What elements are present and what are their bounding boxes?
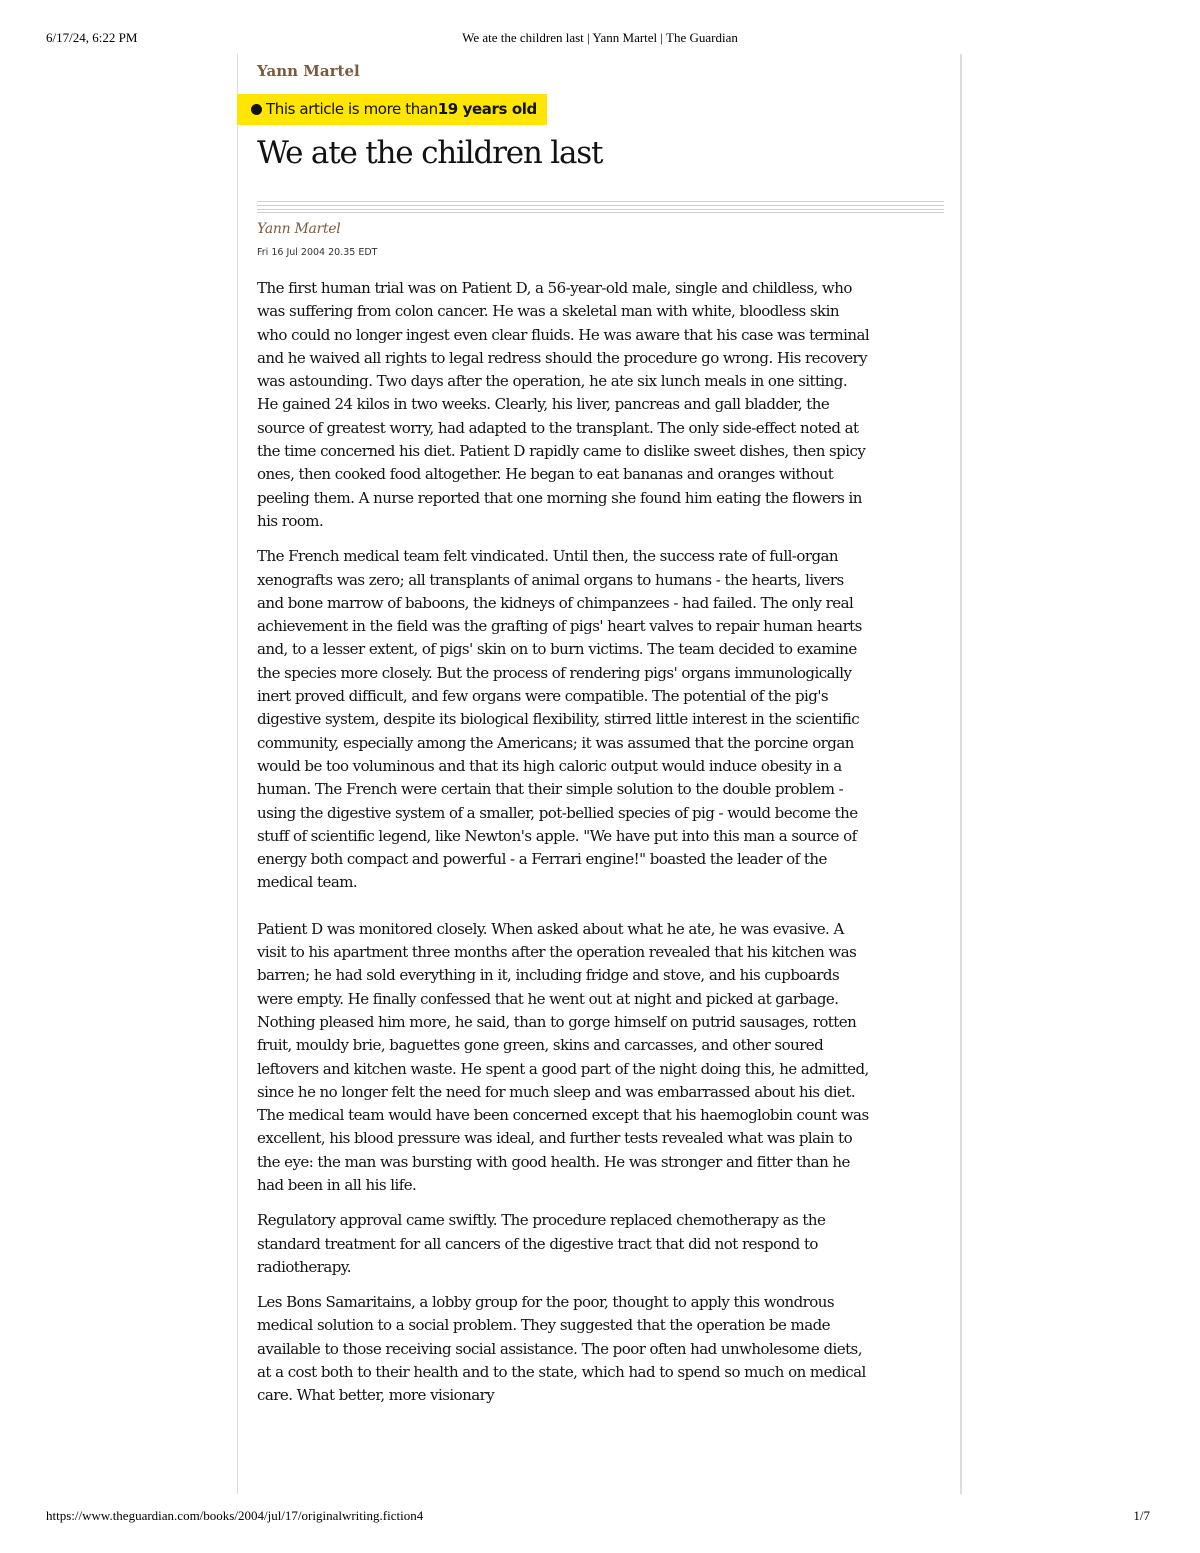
headline-divider xyxy=(257,201,944,213)
print-page-number: 1/7 xyxy=(1133,1508,1150,1523)
print-header xyxy=(46,30,1154,48)
article-age-warning-badge xyxy=(237,94,547,125)
body-paragraph: Patient D was monitored closely. When asked about what he ate, he was evasive. A visit to his apartment three months after the operation revealed that his kitchen was barren; he had sold everything in it, including fridge and stove, and his cupboards were empty. He finally confessed that he went out at night and picked at garbage. Nothing pleased him more, he said, than to gorge himself on putrid sausages, rotten fruit, mouldy brie, baguettes gone green, skins and carcasses, and other soured leftovers and kitchen waste. He spent a good part of the night doing this, he admitted, since he no longer felt the need for much sleep and was embarrassed about his diet. The medical team would have been concerned except that his haemoglobin count was excellent, his blood pressure was ideal, and further tests revealed what was plain to the eye: the man was bursting with good health. He was stronger and fitter than he had been in all his life. xyxy=(257,919,869,1194)
print-url: https://www.theguardian.com/books/2004/jul/17/originalwriting.fiction4 xyxy=(46,1508,424,1523)
author-kicker-link[interactable]: Yann Martel xyxy=(257,62,360,80)
body-paragraph: Les Bons Samaritains, a lobby group for the poor, thought to apply this wondrous medical solution to a social problem. They suggested that the operation be made available to those receiving social assistance. The poor often had unwholesome diets, at a cost both to their health and to the state, which had to spend so much on medical care. What better, more visionary xyxy=(257,1293,866,1405)
article-body xyxy=(257,277,872,1408)
print-datetime: 6/17/24, 6:22 PM xyxy=(46,30,138,45)
age-badge-emphasis: 19 years old xyxy=(437,100,537,118)
byline-author-link[interactable]: Yann Martel xyxy=(257,221,341,237)
clock-dot-icon xyxy=(251,104,262,115)
article xyxy=(257,60,947,1420)
column-divider-left xyxy=(237,54,238,1494)
body-paragraph: Regulatory approval came swiftly. The procedure replaced chemotherapy as the standard treatment for all cancers of the digestive tract that did not respond to radiotherapy. xyxy=(257,1211,826,1276)
age-badge-prefix: This article is more than xyxy=(266,100,438,118)
print-footer xyxy=(46,1508,1154,1526)
body-paragraph: The French medical team felt vindicated. Until then, the success rate of full-organ xenografts was zero; all transplants of animal organs to humans - the hearts, livers and bone marrow of baboons, the kidneys of chimpanzees - had failed. The only real achievement in the field was the grafting of pigs' heart valves to repair human hearts and, to a lesser extent, of pigs' skin on to burn victims. The team decided to examine the species more closely. But the process of rendering pigs' organs immunologically inert proved difficult, and few organs were compatible. The potential of the pig's digestive system, despite its biological flexibility, stirred little interest in the scientific community, especially among the Americans; it was assumed that the porcine organ would be too voluminous and that its high caloric output would induce obesity in a human. The French were certain that their simple solution to the double problem - using the digestive system of a smaller, pot-bellied species of pig - would become the stuff of scientific legend, like Newton's apple. "We have put into this man a source of energy both compact and powerful - a Ferrari engine!" boasted the leader of the medical team. xyxy=(257,547,862,892)
publish-date: Fri 16 Jul 2004 20.35 EDT xyxy=(257,247,378,258)
column-divider-right xyxy=(960,54,962,1494)
print-page-title: We ate the children last | Yann Martel | The Guardian xyxy=(462,30,738,45)
article-headline: We ate the children last xyxy=(257,135,603,171)
body-paragraph: The first human trial was on Patient D, a 56-year-old male, single and childless, who was suffering from colon cancer. He was a skeletal man with white, bloodless skin who could no longer ingest even clear fluids. He was aware that his case was terminal and he waived all rights to legal redress should the procedure go wrong. His recovery was astounding. Two days after the operation, he ate six lunch meals in one sitting. He gained 24 kilos in two weeks. Clearly, his liver, pancreas and gall bladder, the source of greatest worry, had adapted to the transplant. The only side-effect noted at the time concerned his diet. Patient D rapidly came to dislike sweet dishes, then spicy ones, then cooked food altogether. He began to eat bananas and oranges without peeling them. A nurse reported that one morning she found him eating the flowers in his room. xyxy=(257,279,870,530)
